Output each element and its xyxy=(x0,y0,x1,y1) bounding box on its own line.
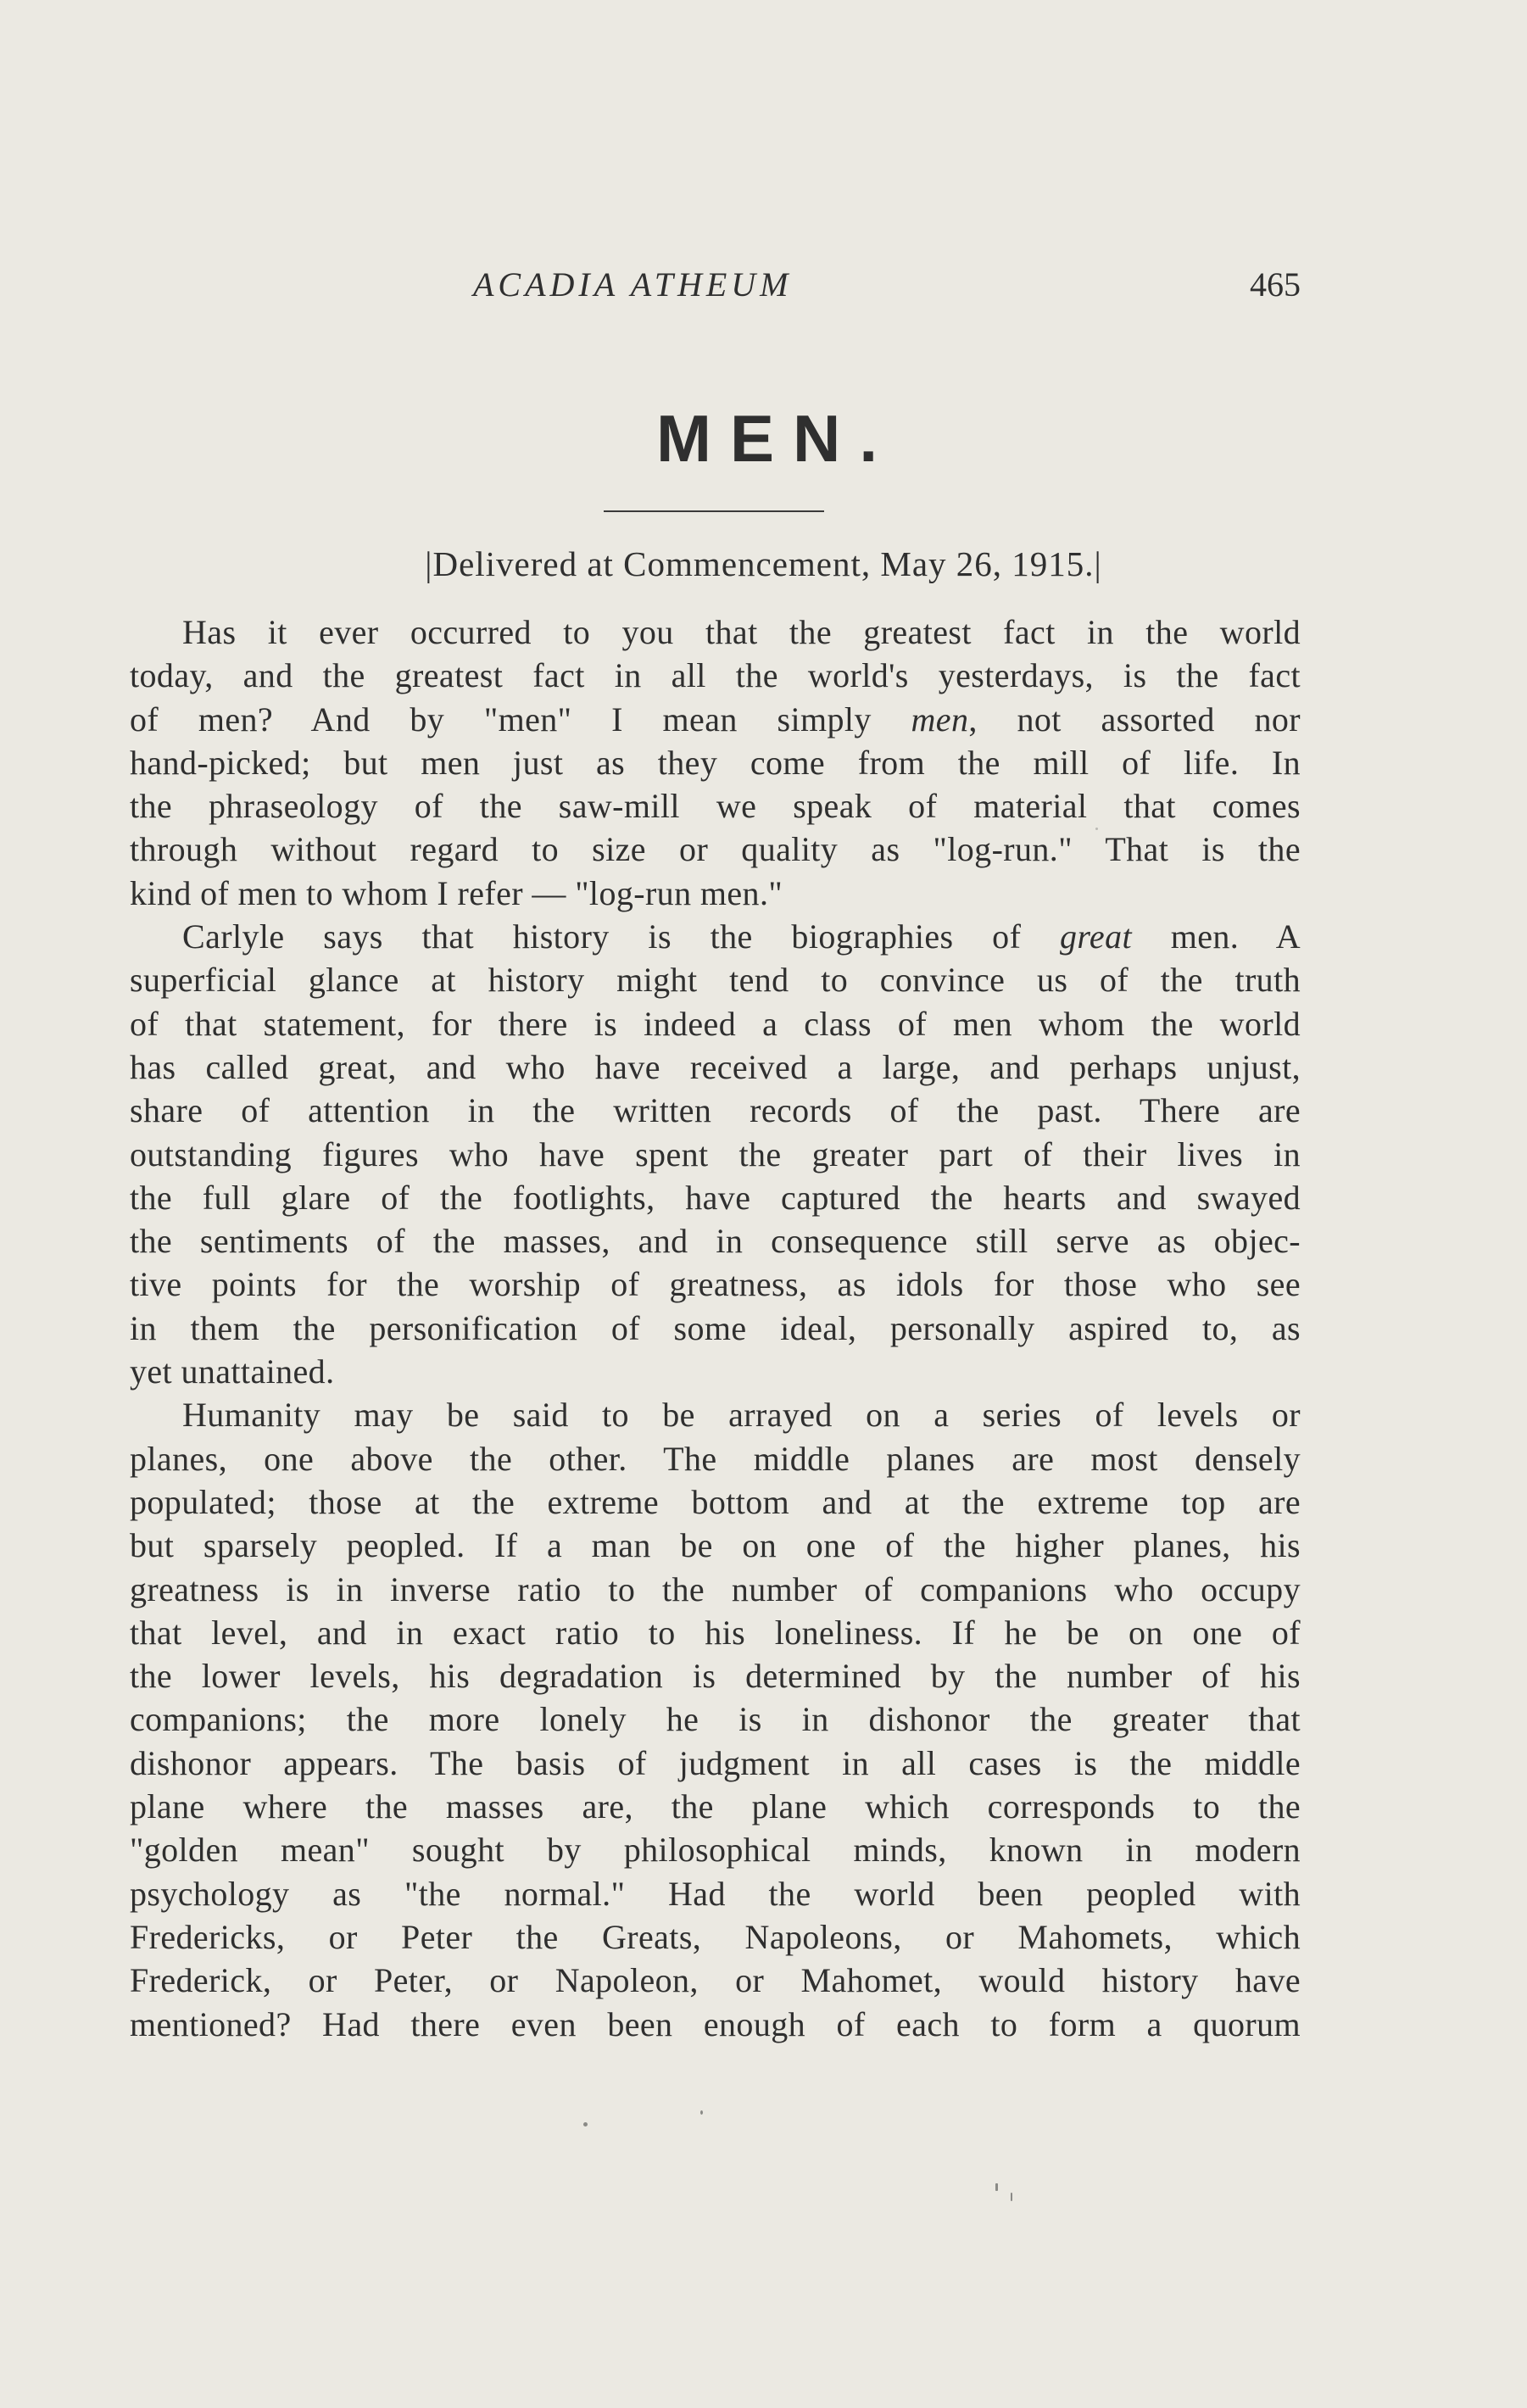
body-line: Frederick, or Peter, or Napoleon, or Mahomet, would history have xyxy=(130,1961,1301,2000)
body-line: of men? And by "men" I mean simply men, not assorted nor xyxy=(130,700,1301,739)
body-line: superficial glance at history might tend to convince us of the truth xyxy=(130,961,1301,1000)
title-divider xyxy=(604,510,824,512)
body-line: through without regard to size or quality as "log-run." That is the xyxy=(130,830,1301,869)
body-line: of that statement, for there is indeed a class of men whom the world xyxy=(130,1004,1301,1043)
body-line: the phraseology of the saw-mill we speak of material that comes xyxy=(130,787,1301,826)
body-line: the lower levels, his degradation is determined by the number of his xyxy=(130,1657,1301,1696)
body-line: Carlyle says that history is the biographies of great men. A xyxy=(182,917,1301,956)
body-line: yet unattained. xyxy=(130,1352,335,1391)
paper-speck xyxy=(700,2110,703,2115)
article-body xyxy=(130,610,1301,2046)
body-line: in them the personification of some ideal, personally aspired to, as xyxy=(130,1308,1301,1347)
body-line: planes, one above the other. The middle planes are most densely xyxy=(130,1439,1301,1478)
article-title: MEN. xyxy=(656,401,896,476)
body-line: "golden mean" sought by philosophical minds, known in modern xyxy=(130,1831,1301,1870)
running-header-title: ACADIA ATHEUM xyxy=(473,265,793,304)
body-line: populated; those at the extreme bottom and at the extreme top are xyxy=(130,1482,1301,1521)
body-line: Has it ever occurred to you that the greatest fact in the world xyxy=(182,613,1301,651)
body-line: greatness is in inverse ratio to the number of companions who occupy xyxy=(130,1569,1301,1608)
body-line: tive points for the worship of greatness, as idols for those who see xyxy=(130,1265,1301,1304)
paper-speck xyxy=(995,2183,998,2191)
body-line: Humanity may be said to be arrayed on a series of levels or xyxy=(182,1396,1301,1435)
body-line: share of attention in the written records of the past. There are xyxy=(130,1091,1301,1130)
emphasized-word: great xyxy=(1060,917,1132,956)
paper-speck xyxy=(1011,2193,1012,2201)
emphasized-word: men xyxy=(911,700,969,739)
body-line: outstanding figures who have spent the greater part of their lives in xyxy=(130,1134,1301,1173)
paper-speck xyxy=(583,2122,588,2127)
body-line: dishonor appears. The basis of judgment in all cases is the middle xyxy=(130,1743,1301,1782)
article-subtitle: |Delivered at Commencement, May 26, 1915.| xyxy=(425,544,1102,583)
body-line: kind of men to whom I refer — "log-run men." xyxy=(130,873,783,912)
body-line: Fredericks, or Peter the Greats, Napoleons, or Mahomets, which xyxy=(130,1917,1301,1956)
body-line: psychology as "the normal." Had the world been peopled with xyxy=(130,1874,1301,1913)
body-line: but sparsely peopled. If a man be on one of the higher planes, his xyxy=(130,1526,1301,1565)
page-number: 465 xyxy=(1250,265,1301,304)
body-line: companions; the more lonely he is in dishonor the greater that xyxy=(130,1700,1301,1739)
body-line: plane where the masses are, the plane which corresponds to the xyxy=(130,1787,1301,1826)
body-line: that level, and in exact ratio to his loneliness. If he be on one of xyxy=(130,1613,1301,1652)
body-line: the sentiments of the masses, and in consequence still serve as objec- xyxy=(130,1222,1301,1261)
body-line: today, and the greatest fact in all the world's yesterdays, is the fact xyxy=(130,656,1301,695)
body-line: mentioned? Had there even been enough of each to form a quorum xyxy=(130,2004,1301,2043)
body-line: hand-picked; but men just as they come from the mill of life. In xyxy=(130,743,1301,782)
body-line: the full glare of the footlights, have captured the hearts and swayed xyxy=(130,1178,1301,1217)
paper-speck xyxy=(1095,828,1098,830)
body-line: has called great, and who have received a large, and perhaps unjust, xyxy=(130,1047,1301,1086)
